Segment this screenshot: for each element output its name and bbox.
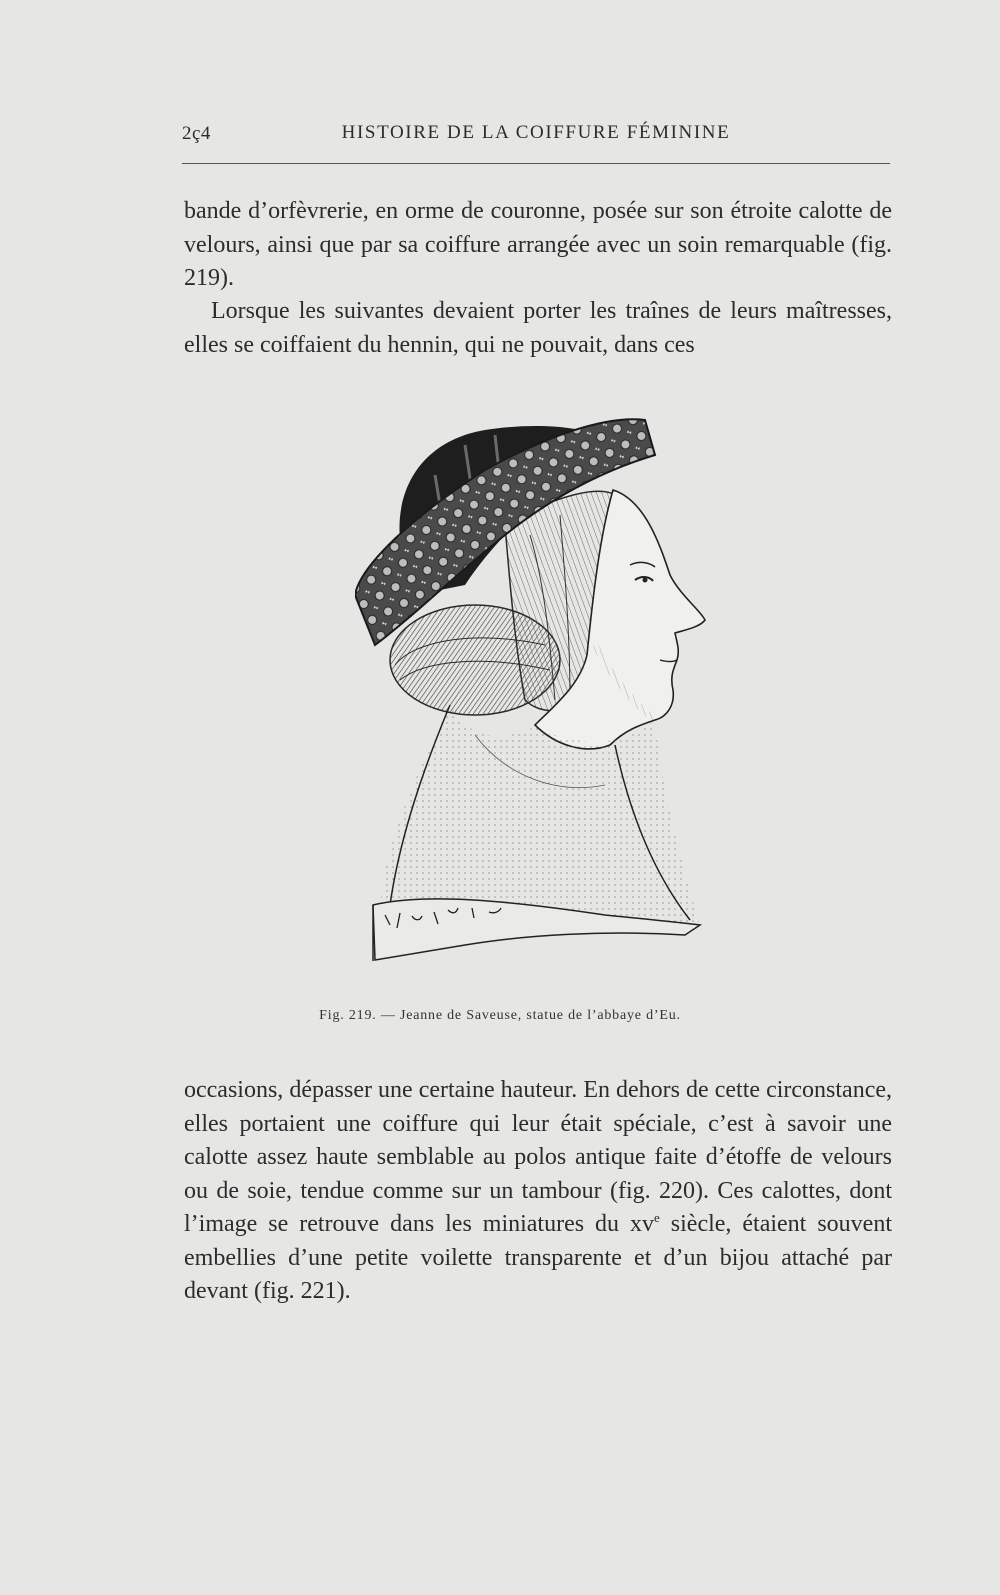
figure-caption: Fig. 219. — Jeanne de Saveuse, statue de l’abbaye d’Eu.	[319, 1008, 681, 1023]
paragraph-3-end: siècle, étaient souvent embellies d’une petite voilette transparente et d’un bijou attaché par devant (fig. 221).	[184, 1211, 892, 1304]
page-number: 2ç4	[182, 123, 211, 144]
header-rule	[182, 163, 890, 164]
paragraph-1: bande d’orfèvrerie, en orme de couronne, posée sur son étroite calotte de velours, ainsi que par sa coiffure arrangée avec un soin remarquable (fig. 219).	[184, 198, 892, 291]
running-head	[182, 118, 890, 148]
paragraph-2: Lorsque les suivantes devaient porter les traînes de leurs maîtresses, elles se coiffaient du hennin, qui ne pouvait, dans ces	[184, 298, 892, 358]
running-head-title: HISTOIRE DE LA COIFFURE FÉMININE	[341, 122, 731, 143]
paragraph-3	[184, 1074, 892, 1309]
paragraph-3-start: occasions, dépasser une certaine hauteur. En dehors de cette circonstance, elles portaient une coiffure qui leur était spéciale, c’est à savoir une calotte assez haute semblable au polos antique faite d’étoffe de velours ou de soie, tendue comme sur un tambour (fig. 220). Ces calottes, dont l’image se retrouve dans les miniatures du xv	[184, 1077, 892, 1237]
century-superscript: e	[654, 1210, 660, 1225]
engraving-illustration	[355, 415, 715, 981]
